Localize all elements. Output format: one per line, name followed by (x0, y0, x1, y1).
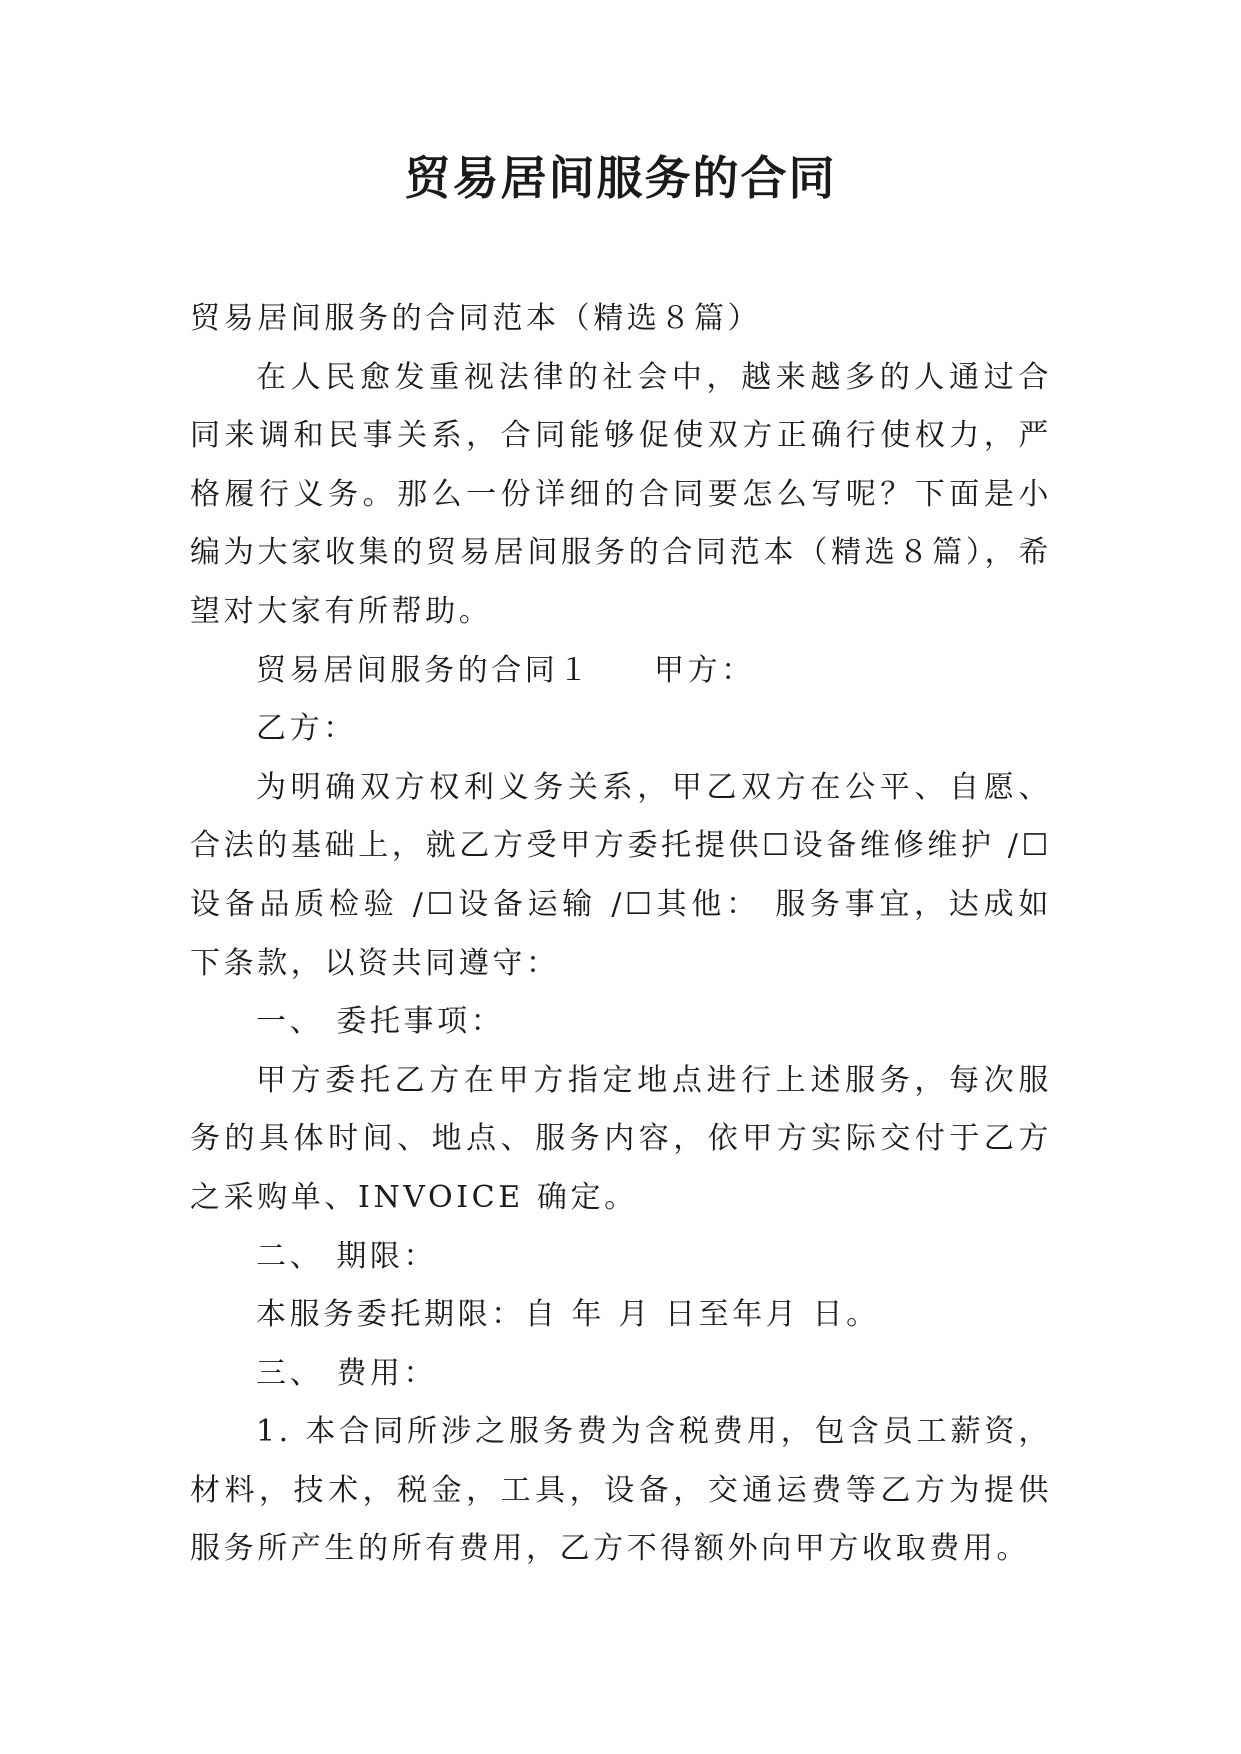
paragraph-entrusted-matters: 甲方委托乙方在甲方指定地点进行上述服务，每次服务的具体时间、地点、服务内容，依甲方实际交付于乙方之采购单、INVOICE 确定。 (190, 1062, 1052, 1215)
section-heading-3: 三、 费用： (256, 1355, 438, 1391)
section-heading-2: 二、 期限： (256, 1238, 438, 1274)
paragraph-purpose: 为明确双方权利义务关系，甲乙双方在公平、自愿、合法的基础上，就乙方受甲方委托提供☐设备维修维护 /☐设备品质检验 /☐设备运输 /☐其他： 服务事宜，达成如下条款，以资共同遵守： (190, 769, 1052, 981)
paragraph-fees-1: 1. 本合同所涉之服务费为含税费用，包含员工薪资，材料，技术，税金，工具，设备，交通运费等乙方为提供服务所产生的所有费用，乙方不得额外向甲方收取费用。 (190, 1414, 1052, 1567)
paragraph-subtitle: 贸易居间服务的合同范本（精选８篇） (190, 301, 762, 336)
document-title: 贸易居间服务的合同 (404, 151, 837, 205)
document-body (190, 290, 1052, 1579)
party-a-label: 甲方： (654, 652, 755, 688)
paragraph-contract-heading (190, 642, 1052, 701)
paragraph-term: 本服务委托期限：自 年 月 日至年月 日。 (256, 1297, 880, 1333)
contract-heading-label: 贸易居间服务的合同１ (256, 652, 592, 688)
section-heading-1: 一、 委托事项： (256, 1004, 505, 1040)
party-b-label: 乙方： (256, 711, 357, 747)
paragraph-intro: 在人民愈发重视法律的社会中，越来越多的人通过合同来调和民事关系，合同能够促使双方正确行使权力，严格履行义务。那么一份详细的合同要怎么写呢？下面是小编为大家收集的贸易居间服务的合同范本（精选８篇），希望对大家有所帮助。 (190, 359, 1052, 629)
